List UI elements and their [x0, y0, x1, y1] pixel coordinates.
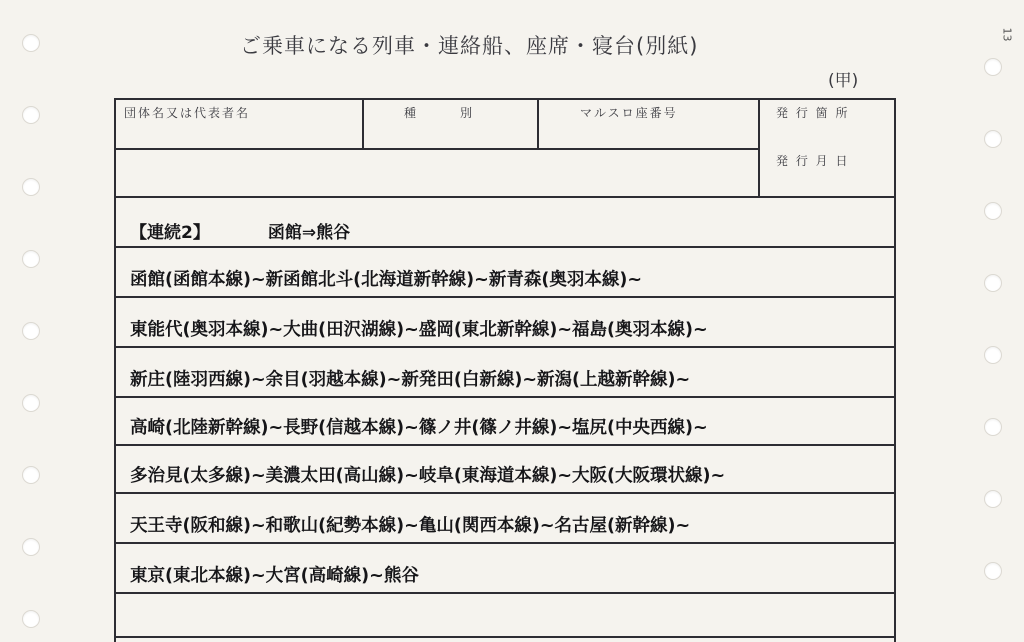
perforation-hole	[984, 58, 1002, 76]
perforation-hole	[984, 202, 1002, 220]
route-line: 函館(函館本線)~新函館北斗(北海道新幹線)~新青森(奥羽本線)~	[130, 270, 642, 290]
document-title: ご乗車になる列車・連絡船、座席・寝台(別紙)	[240, 34, 699, 58]
perforation-hole	[22, 466, 40, 484]
perforation-hole	[984, 562, 1002, 580]
page-number: 13	[1000, 27, 1014, 42]
perforation-hole	[22, 538, 40, 556]
perforation-hole	[22, 394, 40, 412]
issue-office-header: 発 行 箇 所	[776, 106, 850, 120]
route-line: 東京(東北本線)~大宮(高崎線)~熊谷	[130, 566, 419, 586]
section-label: 【連続2】	[130, 223, 210, 243]
route-line: 天王寺(阪和線)~和歌山(紀勢本線)~亀山(関西本線)~名古屋(新幹線)~	[130, 516, 691, 536]
perforation-hole	[22, 178, 40, 196]
route-line: 高崎(北陸新幹線)~長野(信越本線)~篠ノ井(篠ノ井線)~塩尻(中央西線)~	[130, 418, 708, 438]
perforation-hole	[22, 322, 40, 340]
perforation-hole	[984, 490, 1002, 508]
group-name-header: 団体名又は代表者名	[124, 106, 251, 120]
route-line: 東能代(奥羽本線)~大曲(田沢湖線)~盛岡(東北新幹線)~福島(奥羽本線)~	[130, 320, 708, 340]
route-form	[114, 98, 896, 642]
perforation-hole	[22, 106, 40, 124]
route-line: 新庄(陸羽西線)~余目(羽越本線)~新発田(白新線)~新潟(上越新幹線)~	[130, 370, 691, 390]
perforation-hole	[984, 418, 1002, 436]
perforation-hole	[22, 610, 40, 628]
issue-date-header: 発 行 月 日	[776, 154, 850, 168]
route-line: 多治見(太多線)~美濃太田(高山線)~岐阜(東海道本線)~大阪(大阪環状線)~	[130, 466, 726, 486]
mars-seat-header: マルスロ座番号	[580, 106, 678, 120]
from-to-label: 函館⇒熊谷	[267, 223, 351, 243]
perforation-hole	[22, 250, 40, 268]
route-section-heading	[130, 218, 350, 243]
perforation-hole	[984, 346, 1002, 364]
perforation-hole	[22, 34, 40, 52]
form-type-label: (甲)	[828, 71, 859, 91]
perforation-hole	[984, 274, 1002, 292]
type-header: 種 別	[404, 106, 475, 120]
perforation-hole	[984, 130, 1002, 148]
